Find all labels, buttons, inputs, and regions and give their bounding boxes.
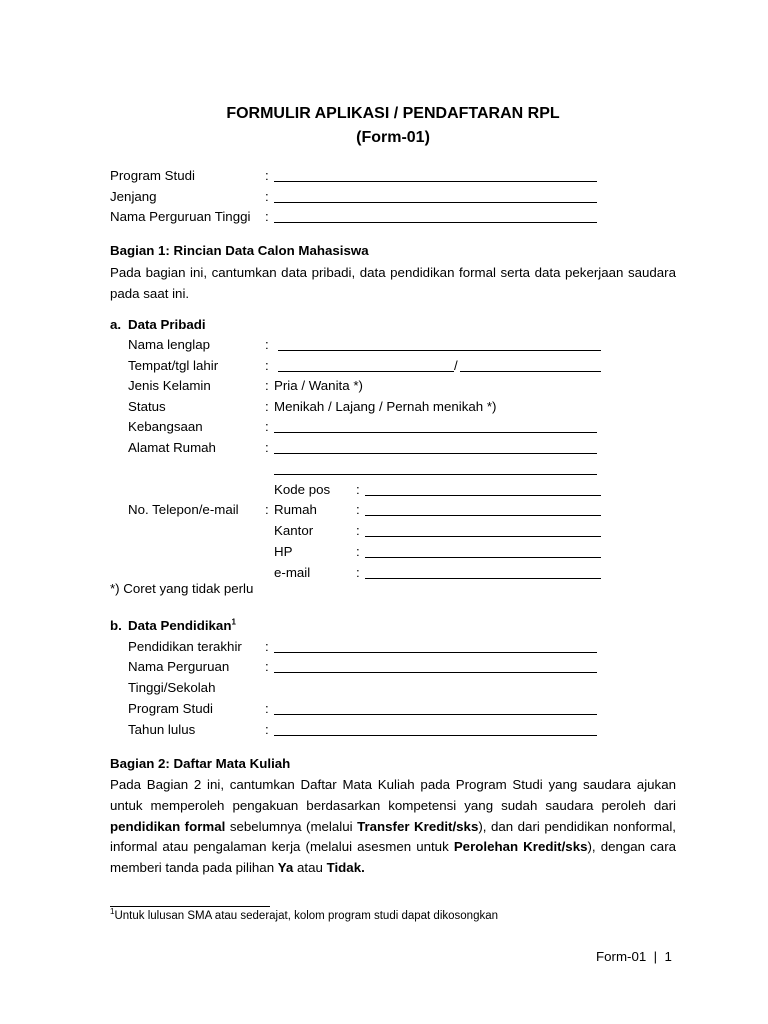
colon: : (265, 701, 269, 716)
bold-tidak: Tidak. (326, 860, 365, 876)
kode-pos-label: Kode pos (274, 482, 331, 497)
section2-text-part: ), dengan cara memberi tanda pada pilihan (110, 839, 677, 876)
colon: : (356, 544, 360, 559)
pendidikan-terakhir-label: Pendidikan terakhir (128, 639, 242, 654)
section2-text-part: sebelumnya (melalui (225, 818, 358, 834)
colon: : (265, 659, 269, 674)
form-subtitle: (Form-01) (356, 129, 430, 146)
page-footer (596, 949, 672, 965)
colon: : (265, 378, 269, 393)
nama-lengkap-label: Nama lenglap (128, 337, 211, 352)
colon: : (265, 209, 269, 224)
tahun-lulus-field[interactable] (274, 735, 597, 736)
colon: : (356, 565, 360, 580)
perguruan-tinggi-label: Nama Perguruan Tinggi (110, 209, 251, 224)
status-options[interactable]: Menikah / Lajang / Pernah menikah *) (274, 399, 497, 414)
bold-transfer-kredit: Transfer Kredit/sks (357, 818, 479, 834)
kode-pos-field[interactable] (365, 495, 601, 496)
section1-heading: Bagian 1: Rincian Data Calon Mahasiswa (110, 243, 369, 258)
program-studi-edu-label: Program Studi (128, 701, 213, 716)
hp-label: HP (274, 544, 293, 559)
jenis-kelamin-label: Jenis Kelamin (128, 378, 211, 393)
footnote-ref: 1 (231, 617, 236, 627)
jenis-kelamin-options[interactable]: Pria / Wanita *) (274, 378, 363, 393)
strike-note: *) Coret yang tidak perlu (110, 581, 254, 596)
pendidikan-terakhir-field[interactable] (274, 652, 597, 653)
footnote-text: Untuk lulusan SMA atau sederajat, kolom program studi dapat dikosongkan (114, 910, 499, 922)
alamat-rumah-field-1[interactable] (274, 453, 597, 454)
personal-heading: Data Pribadi (128, 317, 206, 332)
rumah-label: Rumah (274, 502, 317, 517)
alamat-rumah-field-2[interactable] (274, 474, 597, 475)
bold-pendidikan-formal: pendidikan formal (110, 818, 226, 834)
kebangsaan-label: Kebangsaan (128, 419, 203, 434)
colon: : (356, 482, 360, 497)
footer-separator: | (653, 949, 658, 964)
program-studi-label: Program Studi (110, 168, 195, 183)
colon: : (265, 399, 269, 414)
footnote (110, 909, 498, 923)
kebangsaan-field[interactable] (274, 432, 597, 433)
alamat-rumah-label: Alamat Rumah (128, 440, 216, 455)
education-heading-letter: b. (110, 618, 122, 633)
email-field[interactable] (365, 578, 601, 579)
colon: : (265, 440, 269, 455)
colon: : (265, 358, 269, 373)
jenjang-field[interactable] (274, 202, 597, 203)
form-title: FORMULIR APLIKASI / PENDAFTARAN RPL (226, 105, 560, 122)
colon: : (265, 419, 269, 434)
hp-field[interactable] (365, 557, 601, 558)
section2-paragraph (110, 775, 676, 879)
bold-ya: Ya (277, 860, 294, 876)
kantor-label: Kantor (274, 523, 314, 538)
education-heading-text: Data Pendidikan (128, 618, 232, 633)
footnote-separator (110, 906, 270, 907)
section1-intro (110, 263, 676, 305)
kantor-phone-field[interactable] (365, 536, 601, 537)
email-label: e-mail (274, 565, 311, 580)
colon: : (265, 722, 269, 737)
tahun-lulus-label: Tahun lulus (128, 722, 196, 737)
personal-heading-letter: a. (110, 317, 122, 332)
nama-lengkap-field[interactable] (278, 350, 601, 351)
colon: : (265, 639, 269, 654)
section2-text-part: ), dan dari pendidikan nonformal, informal atau pengalaman kerja (melalui asesmen untuk (110, 818, 676, 855)
colon: : (356, 523, 360, 538)
form-code: Form-01 (596, 949, 647, 964)
jenjang-label: Jenjang (110, 189, 157, 204)
colon: : (265, 168, 269, 183)
bold-perolehan-kredit: Perolehan Kredit/sks (453, 839, 588, 855)
telepon-email-label: No. Telepon/e-mail (128, 502, 239, 517)
date-slash: / (454, 358, 458, 373)
rumah-phone-field[interactable] (365, 515, 601, 516)
footnote-number: 1 (110, 907, 115, 917)
nama-perguruan-label: Nama Perguruan (128, 659, 230, 674)
section2-text (110, 775, 676, 879)
section2-heading: Bagian 2: Daftar Mata Kuliah (110, 756, 291, 771)
program-studi-field[interactable] (274, 181, 597, 182)
section2-text-part: Pada Bagian 2 ini, cantumkan Daftar Mata Kuliah pada Program Studi yang saudara ajukan untuk memperoleh pengakuan berdasarkan kompetensi yang sudah saudara peroleh dari (110, 777, 676, 813)
section1-intro-text: Pada bagian ini, cantumkan data pribadi, data pendidikan formal serta data pekerjaan saudara pada saat ini. (110, 265, 676, 301)
colon: : (265, 337, 269, 352)
tgl-lahir-field[interactable] (460, 371, 601, 372)
colon: : (265, 502, 269, 517)
colon: : (356, 502, 360, 517)
education-heading (128, 618, 236, 634)
tempat-lahir-field[interactable] (278, 371, 454, 372)
program-studi-edu-field[interactable] (274, 714, 597, 715)
status-label: Status (128, 399, 166, 414)
tinggi-sekolah-label: Tinggi/Sekolah (128, 680, 216, 695)
section2-text-part: atau (293, 860, 327, 876)
tempat-tgl-lahir-label: Tempat/tgl lahir (128, 358, 219, 373)
colon: : (265, 189, 269, 204)
page-number: 1 (664, 949, 672, 964)
perguruan-tinggi-field[interactable] (274, 222, 597, 223)
nama-perguruan-field[interactable] (274, 672, 597, 673)
